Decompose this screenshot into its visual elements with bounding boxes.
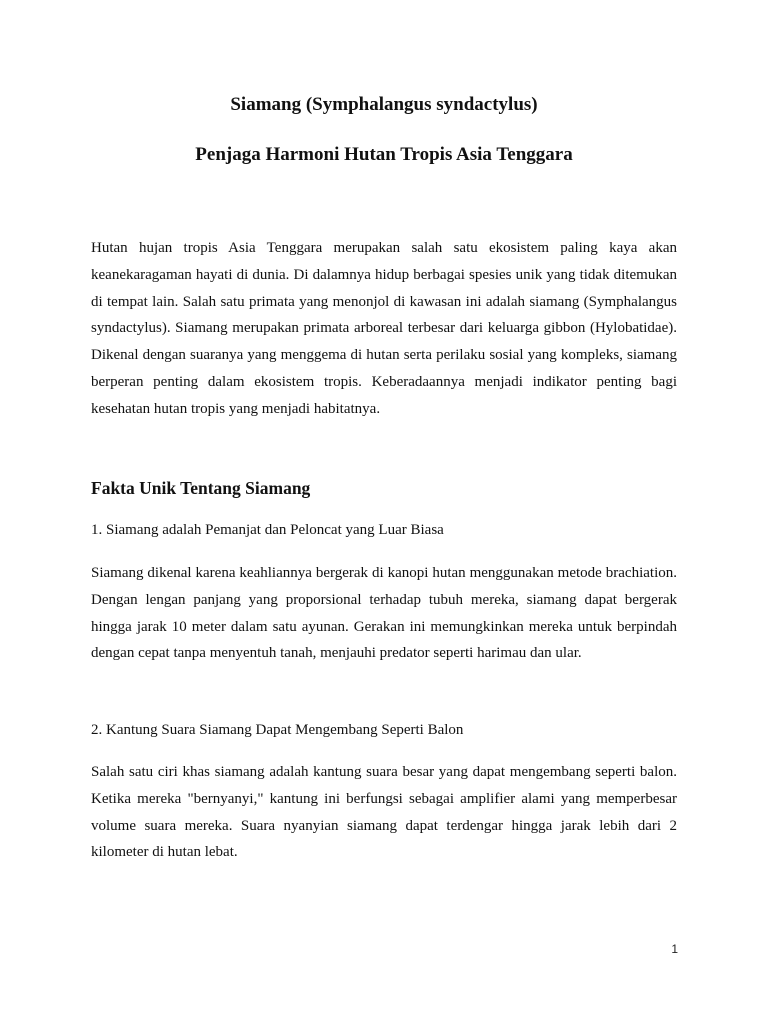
page-subtitle: Penjaga Harmoni Hutan Tropis Asia Tenggara — [195, 144, 573, 165]
fact-paragraph-2: Salah satu ciri khas siamang adalah kantung suara besar yang dapat mengembang seperti balon. Ketika mereka "bernyanyi," kantung ini berfungsi sebagai amplifier alami yang memperbesar volume suara mereka. Suara nyanyian siamang dapat terdengar hingga jarak lebih dari 2 kilometer di hutan lebat. — [91, 764, 677, 861]
fact-paragraph-1: Siamang dikenal karena keahliannya bergerak di kanopi hutan menggunakan metode brachiation. Dengan lengan panjang yang proporsional terhadap tubuh mereka, siamang dapat bergerak hingga jarak 10 meter dalam satu ayunan. Gerakan ini memungkinkan mereka untuk berpindah dengan cepat tanpa menyentuh tanah, menjauhi predator seperti harimau dan ular. — [91, 565, 677, 662]
page-title: Siamang (Symphalangus syndactylus) — [230, 94, 538, 115]
fact-heading-1: 1. Siamang adalah Pemanjat dan Peloncat yang Luar Biasa — [91, 522, 444, 538]
fact-heading-2: 2. Kantung Suara Siamang Dapat Mengembang Seperti Balon — [91, 722, 464, 738]
section-heading: Fakta Unik Tentang Siamang — [91, 478, 311, 498]
page-number: 1 — [671, 942, 678, 956]
intro-paragraph: Hutan hujan tropis Asia Tenggara merupakan salah satu ekosistem paling kaya akan keanekaragaman hayati di dunia. Di dalamnya hidup berbagai spesies unik yang tidak ditemukan di tempat lain. Salah satu primata yang menonjol di kawasan ini adalah siamang (Symphalangus syndactylus). Siamang merupakan primata arboreal terbesar dari keluarga gibbon (Hylobatidae). Dikenal dengan suaranya yang menggema di hutan serta perilaku sosial yang kompleks, siamang berperan penting dalam ekosistem tropis. Keberadaannya menjadi indikator penting bagi kesehatan hutan tropis yang menjadi habitatnya. — [91, 240, 677, 417]
